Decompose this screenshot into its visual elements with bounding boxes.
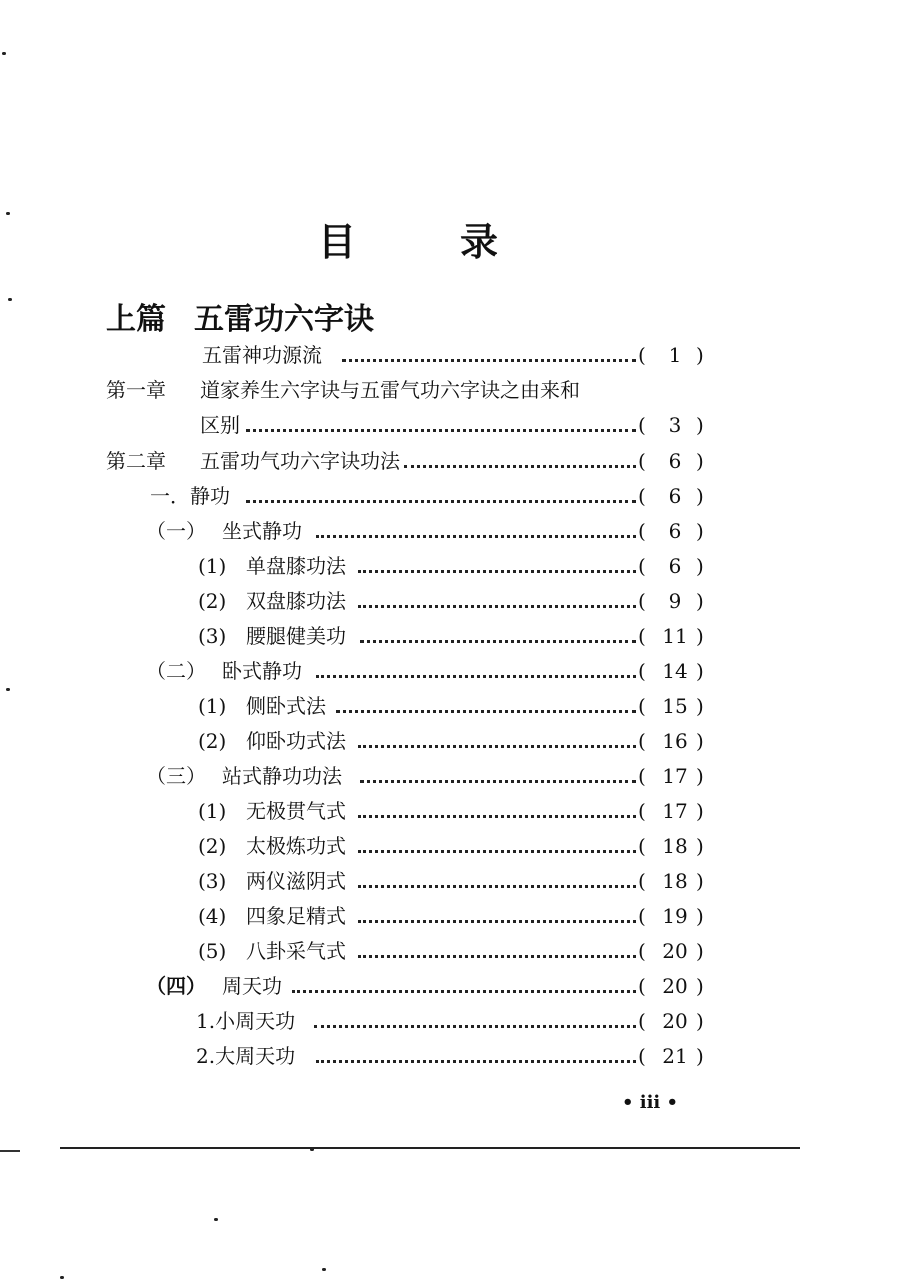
page-number: 16 [662,729,688,753]
scan-speck [8,298,12,301]
page-number: 19 [662,904,688,928]
page-folio: • iii • [621,1092,679,1113]
open-paren: ( [638,904,646,928]
toc-entry[interactable] [0,1004,910,1039]
scan-speck [2,52,6,55]
title-char-1: 目 [318,219,357,264]
close-paren: ) [696,869,704,893]
close-paren: ) [696,939,704,963]
open-paren: ( [638,659,646,683]
toc-entry[interactable] [0,794,910,829]
page-number: 15 [662,694,688,718]
close-paren: ) [696,659,704,683]
leader-dots [246,429,636,432]
entry-number: (1) [198,799,227,823]
page-number: 9 [668,589,682,613]
entry-title: 无极贯气式 [246,799,346,823]
toc-entry[interactable] [0,864,910,899]
open-paren: ( [638,939,646,963]
entry-title: 1.小周天功 [196,1009,296,1033]
open-paren: ( [638,1044,646,1068]
open-paren: ( [638,694,646,718]
entry-title: 单盘膝功法 [246,554,346,578]
chapter-title-line1: 道家养生六字诀与五雷气功六字诀之由来和 [200,378,580,402]
entry-title: 侧卧式法 [246,694,326,718]
scan-speck [214,1218,218,1221]
entry-title: 区别 [200,413,240,437]
close-paren: ) [696,624,704,648]
entry-title: 2.大周天功 [196,1044,296,1068]
scan-speck [6,212,10,215]
toc-entry[interactable] [0,619,910,654]
open-paren: ( [638,519,646,543]
page-number: 20 [662,939,688,963]
chapter-number: 第二章 [106,449,166,473]
page-number: 6 [668,484,682,508]
close-paren: ) [696,449,704,473]
entry-number: (1) [198,554,227,578]
toc-entry[interactable] [0,759,910,794]
toc-entry[interactable] [0,899,910,934]
close-paren: ) [696,343,704,367]
page-number: 17 [662,764,688,788]
toc-entry[interactable] [0,654,910,689]
leader-dots [358,955,636,958]
toc-entry[interactable] [0,689,910,724]
chapter-number: 第一章 [106,378,166,402]
leader-dots [316,675,636,678]
leader-dots [314,1025,636,1028]
toc-entry[interactable] [0,969,910,1004]
page-number: 20 [662,1009,688,1033]
page-number: 14 [662,659,688,683]
page-number: 18 [662,869,688,893]
close-paren: ) [696,554,704,578]
chapter-heading-line [0,373,910,408]
leader-dots [316,1060,636,1063]
page-number: 6 [668,519,682,543]
toc-entry[interactable] [0,408,910,443]
leader-dots [358,885,636,888]
entry-title: 五雷功气功六字诀功法 [200,449,400,473]
page-title [0,214,910,270]
entry-number: (1) [198,694,227,718]
entry-title: 太极炼功式 [246,834,346,858]
entry-title: 周天功 [222,974,282,998]
entry-title: 卧式静功 [222,659,302,683]
leader-dots [360,640,636,643]
close-paren: ) [696,904,704,928]
leader-dots [316,535,636,538]
scan-speck [310,1148,314,1151]
scan-speck [6,688,10,691]
page-number: 18 [662,834,688,858]
leader-dots [358,570,636,573]
part-heading [106,298,374,342]
bottom-rule [60,1147,800,1149]
open-paren: ( [638,834,646,858]
entry-number: (3) [198,869,227,893]
page-number: 1 [668,343,682,367]
entry-number: (3) [198,624,227,648]
part-name: 五雷功六字诀 [194,302,374,337]
open-paren: ( [638,554,646,578]
page-number: 6 [668,554,682,578]
close-paren: ) [696,1009,704,1033]
close-paren: ) [696,589,704,613]
close-paren: ) [696,729,704,753]
leader-dots [358,745,636,748]
open-paren: ( [638,799,646,823]
close-paren: ) [696,413,704,437]
close-paren: ) [696,694,704,718]
leader-dots [246,500,636,503]
entry-title: 站式静功功法 [222,764,342,788]
leader-dots [358,850,636,853]
entry-number: (5) [198,939,227,963]
open-paren: ( [638,624,646,648]
toc-entry[interactable] [0,584,910,619]
open-paren: ( [638,449,646,473]
leader-dots [358,815,636,818]
scan-speck [60,1276,64,1279]
open-paren: ( [638,764,646,788]
part-label: 上篇 [106,302,166,337]
open-paren: ( [638,1009,646,1033]
open-paren: ( [638,484,646,508]
close-paren: ) [696,799,704,823]
leader-dots [336,710,636,713]
entry-number: (2) [198,589,227,613]
entry-title: 双盘膝功法 [246,589,346,613]
close-paren: ) [696,1044,704,1068]
title-char-2: 录 [460,219,499,264]
margin-mark [0,1150,20,1152]
toc-entry[interactable] [0,444,910,479]
leader-dots [360,780,636,783]
leader-dots [404,465,636,468]
page-number: 6 [668,449,682,473]
open-paren: ( [638,869,646,893]
leader-dots [358,920,636,923]
toc-entry[interactable] [0,1039,910,1074]
open-paren: ( [638,413,646,437]
page-number: 21 [662,1044,688,1068]
entry-title: 八卦采气式 [246,939,346,963]
open-paren: ( [638,589,646,613]
entry-number: （四） [146,974,206,998]
close-paren: ) [696,764,704,788]
entry-title: 两仪滋阴式 [246,869,346,893]
close-paren: ) [696,834,704,858]
toc-entry[interactable] [0,514,910,549]
leader-dots [342,359,636,362]
open-paren: ( [638,974,646,998]
entry-title: 四象足精式 [246,904,346,928]
toc-entry[interactable] [0,479,910,514]
leader-dots [292,990,636,993]
close-paren: ) [696,974,704,998]
page-number: 3 [668,413,682,437]
toc-entry[interactable] [0,829,910,864]
entry-number: （二） [146,659,206,683]
entry-title: 腰腿健美功 [246,624,346,648]
open-paren: ( [638,343,646,367]
leader-dots [358,605,636,608]
scan-speck [322,1268,326,1271]
entry-title: 五雷神功源流 [202,343,322,367]
entry-title: 坐式静功 [222,519,302,543]
entry-number: （一） [146,519,206,543]
entry-number: (2) [198,729,227,753]
entry-title: 一．静功 [150,484,230,508]
page-number: 11 [662,624,688,648]
toc-entry[interactable] [0,934,910,969]
entry-number: (2) [198,834,227,858]
page-number: 17 [662,799,688,823]
entry-number: (4) [198,904,227,928]
close-paren: ) [696,519,704,543]
entry-number: （三） [146,764,206,788]
toc-entry[interactable] [0,549,910,584]
entry-title: 仰卧功式法 [246,729,346,753]
open-paren: ( [638,729,646,753]
close-paren: ) [696,484,704,508]
page-number: 20 [662,974,688,998]
toc-entry[interactable] [0,338,910,373]
toc-entry[interactable] [0,724,910,759]
